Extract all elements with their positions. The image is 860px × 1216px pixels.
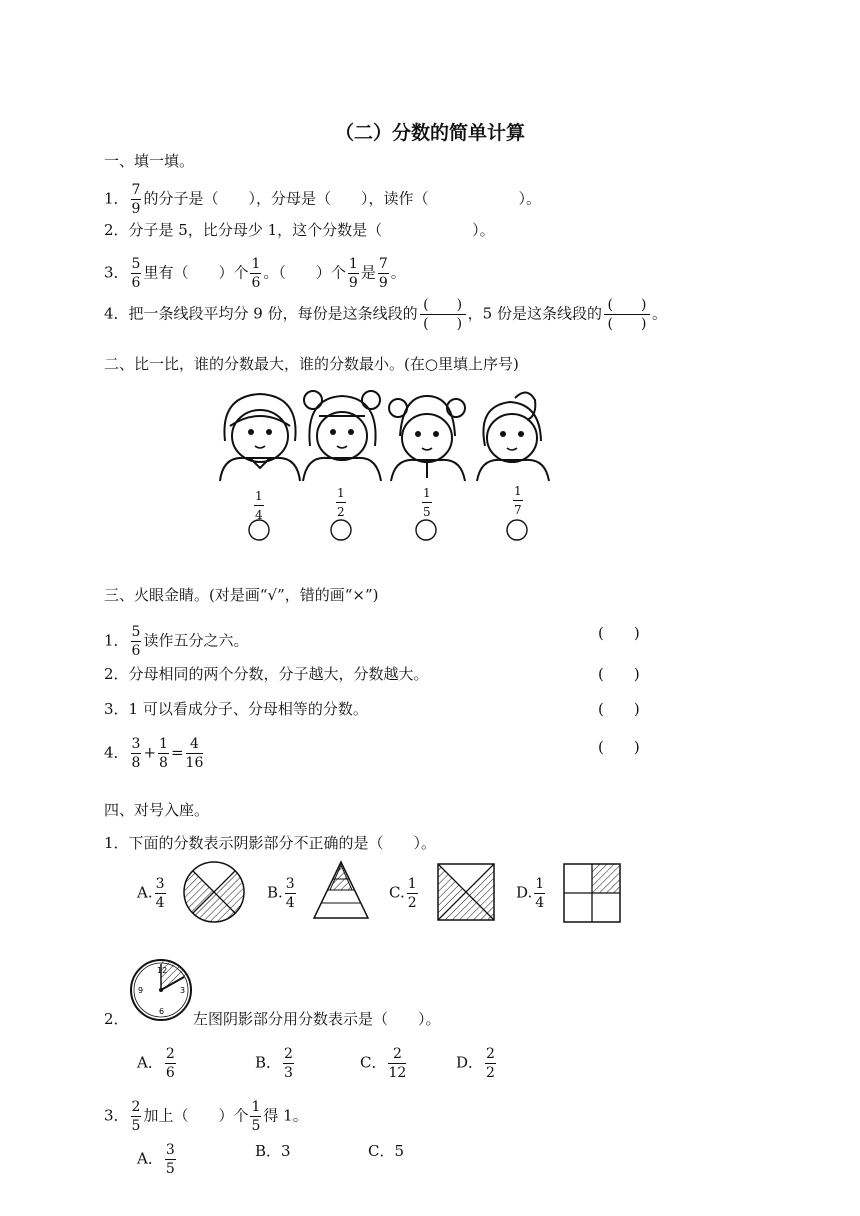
figure-d-grid: [564, 864, 620, 922]
clock-number-6: 6: [159, 1007, 165, 1016]
s1-question-4: 4．把一条线段平均分 9 份，每份是这条线段的 $\frac{( )}{( )}$ ，5 份是这条线段的 $\frac{( )}{( )}$ 。: [104, 297, 667, 332]
s3-question-1: 1． $\frac{5}{6}$ 读作五分之六。: [104, 624, 249, 659]
section-3-heading: 三、火眼金睛。(对是画“√”，错的画“×”): [104, 586, 379, 604]
blank-fraction: $\frac{( )}{( )}$: [420, 297, 466, 332]
kid-fraction-1: 1 4: [255, 489, 263, 522]
option-c[interactable]: C. $\frac{1}{2}$: [389, 876, 417, 911]
kid-fraction-4: 1 7: [514, 484, 522, 517]
page-title: （二）分数的简单计算: [334, 122, 525, 144]
option-d[interactable]: D. $\frac{1}{4}$: [516, 876, 545, 911]
section-4-heading: 四、对号入座。: [104, 801, 210, 819]
answer-paren-4[interactable]: ( ): [598, 738, 640, 756]
q3-option-b[interactable]: B．3: [255, 1142, 291, 1160]
kid-fraction-2: 1 2: [337, 486, 345, 519]
q2-option-d[interactable]: D． $\frac{2}{2}$: [456, 1046, 495, 1081]
figure-a-circle: [184, 862, 244, 922]
clock-number-9: 9: [138, 986, 144, 995]
q2-option-a[interactable]: A． $\frac{2}{6}$: [137, 1046, 175, 1081]
option-a[interactable]: A. $\frac{3}{4}$: [137, 876, 165, 911]
s1-question-3: 3． $\frac{5}{6}$ 里有（ ）个 $\frac{1}{6}$ 。（ ）个 $\frac{1}{9}$ 是 $\frac{7}{9}$ 。: [104, 256, 406, 291]
s4-question-2-number: 2．: [104, 1010, 129, 1028]
q2-option-c[interactable]: C． $\frac{2}{12}$: [360, 1046, 407, 1081]
answer-paren-2[interactable]: ( ): [598, 665, 640, 683]
fraction: $\frac{7}{9}$: [131, 182, 141, 217]
section-1-heading: 一、填一填。: [104, 152, 195, 170]
clock-number-3: 3: [180, 986, 186, 995]
figure-b-triangle: [314, 862, 368, 918]
kid-fraction-3: 1 5: [423, 486, 431, 519]
q3-option-a[interactable]: A． $\frac{3}{5}$: [137, 1142, 175, 1177]
q3-option-c[interactable]: C．5: [368, 1142, 405, 1160]
s3-question-3: 3．1 可以看成分子、分母相等的分数。: [104, 700, 368, 718]
s4-question-1: 1．下面的分数表示阴影部分不正确的是（ ）。: [104, 834, 437, 852]
s3-question-2: 2．分母相同的两个分数，分子越大，分数越大。: [104, 665, 429, 683]
figure-c-square: [438, 864, 494, 920]
section-2-heading: 二、比一比，谁的分数最大，谁的分数最小。(在○里填上序号): [104, 355, 519, 373]
s1-question-2: 2．分子是 5，比分母少 1，这个分数是（ ）。: [104, 221, 495, 239]
s3-question-4: 4． $\frac{3}{8}$ + $\frac{1}{8}$ = $\frac{4}{16}$: [104, 736, 204, 771]
clock-number-12: 12: [157, 966, 168, 975]
clock-figure: [131, 960, 191, 1020]
s1-question-1: 1． $\frac{7}{9}$ 的分子是（ ），分母是（ ），读作（ ）。: [104, 182, 541, 217]
q2-option-b[interactable]: B． $\frac{2}{3}$: [255, 1046, 293, 1081]
option-b[interactable]: B. $\frac{3}{4}$: [267, 876, 295, 911]
answer-paren-3[interactable]: ( ): [598, 700, 640, 718]
answer-paren-1[interactable]: ( ): [598, 624, 640, 642]
blank-fraction: $\frac{( )}{( )}$: [604, 297, 650, 332]
s4-question-3: 3． $\frac{2}{5}$ 加上（ ）个 $\frac{1}{5}$ 得 1。: [104, 1099, 308, 1134]
s4-question-2: 左图阴影部分用分数表示是（ ）。: [193, 1010, 441, 1028]
